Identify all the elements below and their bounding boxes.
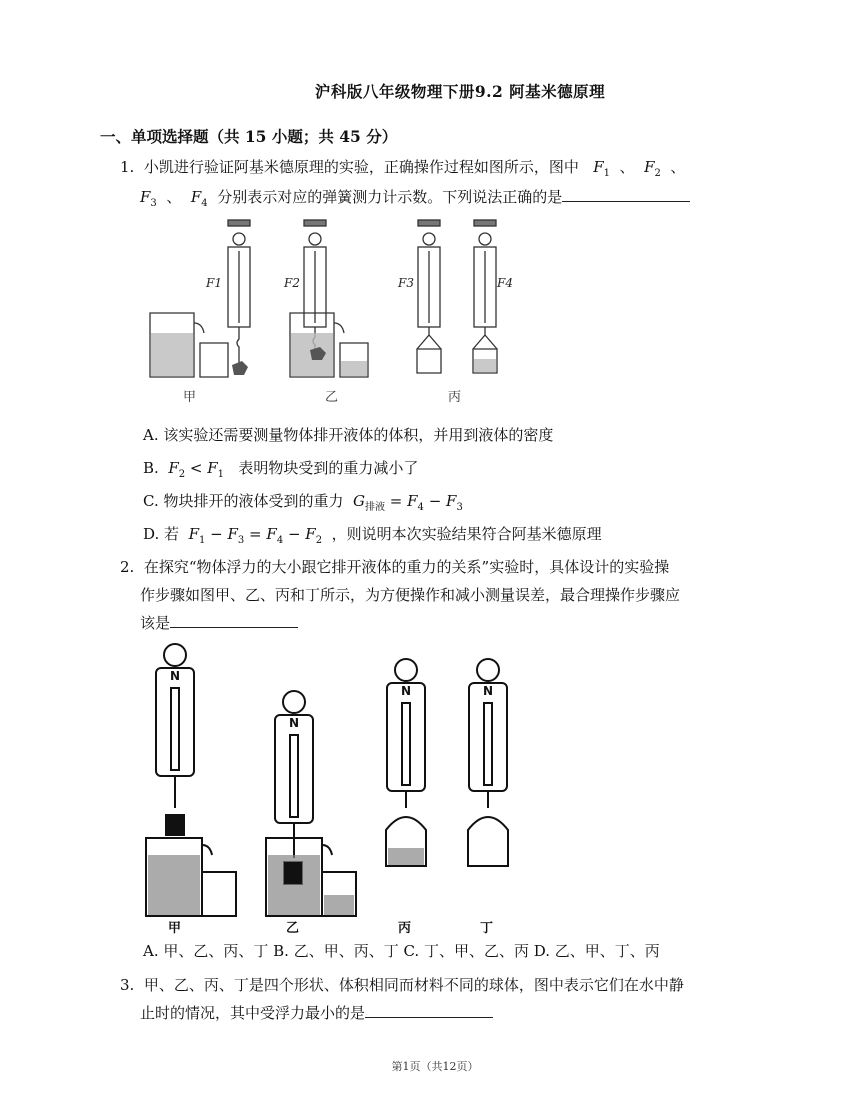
q1-option-c[interactable]: C. 物块排开的液体受到的重力 $G_{排液} = F_4 - F_3$ (143, 492, 463, 513)
section-heading: 一、单项选择题（共 15 小题；共 45 分） (100, 127, 398, 146)
q3-line1: 3. 甲、乙、丙、丁是四个形状、体积相同而材料不同的球体，图中表示它们在水中静 (120, 976, 684, 994)
q2-line2: 作步骤如图甲、乙、丙和丁所示，为方便操作和减小测量误差，最合理操作步骤应 (140, 586, 681, 604)
answer-blank[interactable] (562, 185, 690, 202)
page-title: 沪科版八年级物理下册9.2 阿基米德原理 (314, 82, 606, 101)
q1-figure (140, 215, 513, 410)
f2-label: F2 (284, 276, 300, 290)
q3-line2: 止时的情况，其中受浮力最小的是 (140, 998, 493, 1028)
fig2-label-yi: 乙 (286, 921, 300, 936)
q2-options[interactable]: A. 甲、乙、丙、丁 B. 乙、甲、丙、丁 C. 丁、甲、乙、丙 D. 乙、甲、丁、丙 (143, 942, 660, 960)
svg-text:N: N (483, 684, 494, 698)
fig-label-jia: 甲 (183, 390, 197, 405)
page-footer: 第1页（共12页） (391, 1060, 479, 1073)
q1-line1: 1. 小凯进行验证阿基米德原理的实验，正确操作过程如图所示，图中 $F_1$ 、 $F_2$ 、 (120, 158, 686, 179)
q1-option-a[interactable]: A. 该实验还需要测量物体排开液体的体积，并用到液体的密度 (143, 426, 554, 444)
answer-blank[interactable] (170, 611, 298, 628)
q2-line3: 该是 (140, 608, 298, 638)
f3-label: F3 (398, 276, 414, 290)
svg-text:N: N (401, 684, 412, 698)
fig2-label-ding: 丁 (480, 921, 494, 936)
svg-text:N: N (170, 669, 181, 683)
fig2-label-bing: 丙 (398, 921, 412, 936)
answer-blank[interactable] (365, 1001, 493, 1018)
svg-text:N: N (289, 716, 300, 730)
f1-label: F1 (206, 276, 222, 290)
q2-figure (140, 640, 540, 935)
fig-label-bing: 丙 (448, 390, 462, 405)
q2-line1: 2. 在探究“物体浮力的大小跟它排开液体的重力的关系”实验时，具体设计的实验操 (120, 558, 670, 576)
fig-label-yi: 乙 (325, 390, 339, 405)
q1-option-d[interactable]: D. 若 $F_1 - F_3 = F_4 - F_2$ ，则说明本次实验结果符合阿基米德原理 (143, 525, 602, 546)
f4-label: F4 (497, 276, 513, 290)
q1-option-b[interactable]: B. $F_2 < F_1$ 表明物块受到的重力减小了 (143, 459, 419, 480)
q1-line2: $F_3$ 、 $F_4$ 分别表示对应的弹簧测力计示数。下列说法正确的是 (140, 182, 690, 219)
fig2-label-jia: 甲 (168, 921, 182, 936)
